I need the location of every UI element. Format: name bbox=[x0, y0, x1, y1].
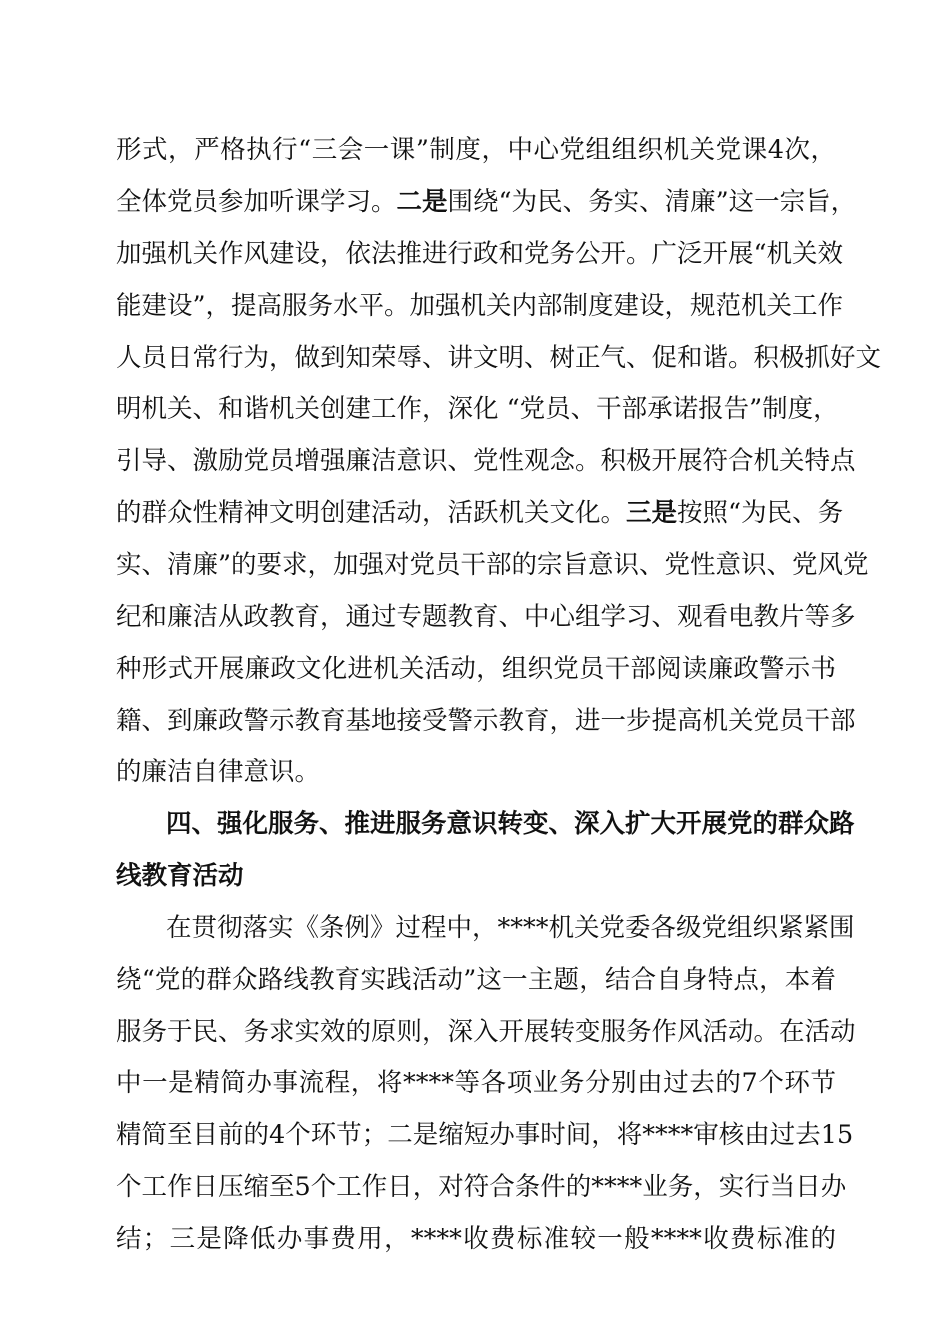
body-text-line: 加强机关作风建设，依法推进行政和党务公开。广泛开展“机关效 bbox=[116, 239, 844, 269]
body-text-line bbox=[116, 182, 857, 222]
body-text-line: 个工作日压缩至5个工作日，对符合条件的****业务，实行当日办 bbox=[116, 1172, 847, 1202]
body-text-line: 纪和廉洁从政教育，通过专题教育、中心组学习、观看电教片等多 bbox=[116, 602, 856, 632]
section-heading-line: 线教育活动 bbox=[116, 861, 244, 891]
bold-marker: 三是 bbox=[626, 498, 678, 528]
body-text-line bbox=[116, 493, 844, 533]
body-text-line: 种形式开展廉政文化进机关活动，组织党员干部阅读廉政警示书 bbox=[116, 654, 836, 684]
body-text-span: 围绕“为民、务实、清廉”这一宗旨， bbox=[447, 187, 857, 217]
body-text-line: 实、清廉”的要求，加强对党员干部的宗旨意识、党性意识、党风党 bbox=[116, 550, 869, 580]
body-text-line: 籍、到廉政警示教育基地接受警示教育，进一步提高机关党员干部 bbox=[116, 706, 856, 736]
body-text-line: 引导、激励党员增强廉洁意识、党性观念。积极开展符合机关特点 bbox=[116, 446, 856, 476]
body-text-line: 结；三是降低办事费用，****收费标准较一般****收费标准的 bbox=[116, 1224, 836, 1254]
body-text-line: 能建设”，提高服务水平。加强机关内部制度建设，规范机关工作 bbox=[116, 291, 844, 321]
body-text-span: 按照“为民、务 bbox=[677, 498, 844, 528]
body-text-span: 的群众性精神文明创建活动，活跃机关文化。 bbox=[116, 498, 627, 528]
body-text-line: 人员日常行为，做到知荣辱、讲文明、树正气、促和谐。积极抓好文 bbox=[116, 343, 882, 373]
body-text-line: 服务于民、务求实效的原则，深入开展转变服务作风活动。在活动 bbox=[116, 1017, 856, 1047]
body-text-line: 中一是精简办事流程，将****等各项业务分别由过去的7个环节 bbox=[116, 1068, 836, 1098]
body-text-line: 精简至目前的4个环节；二是缩短办事时间，将****审核由过去15 bbox=[116, 1120, 854, 1150]
body-text-line: 形式，严格执行“三会一课”制度，中心党组组织机关党课4次， bbox=[116, 135, 836, 165]
bold-marker: 二是 bbox=[396, 187, 448, 217]
body-text-span: 全体党员参加听课学习。 bbox=[116, 187, 397, 217]
body-text-line: 绕“党的群众路线教育实践活动”这一主题，结合自身特点，本着 bbox=[116, 965, 836, 995]
body-text-line: 的廉洁自律意识。 bbox=[116, 757, 321, 787]
body-text-line: 在贯彻落实《条例》过程中，****机关党委各级党组织紧紧围 bbox=[166, 913, 855, 943]
body-text-line: 明机关、和谐机关创建工作，深化 “党员、干部承诺报告”制度， bbox=[116, 394, 839, 424]
section-heading-line: 四、强化服务、推进服务意识转变、深入扩大开展党的群众路 bbox=[166, 809, 855, 839]
